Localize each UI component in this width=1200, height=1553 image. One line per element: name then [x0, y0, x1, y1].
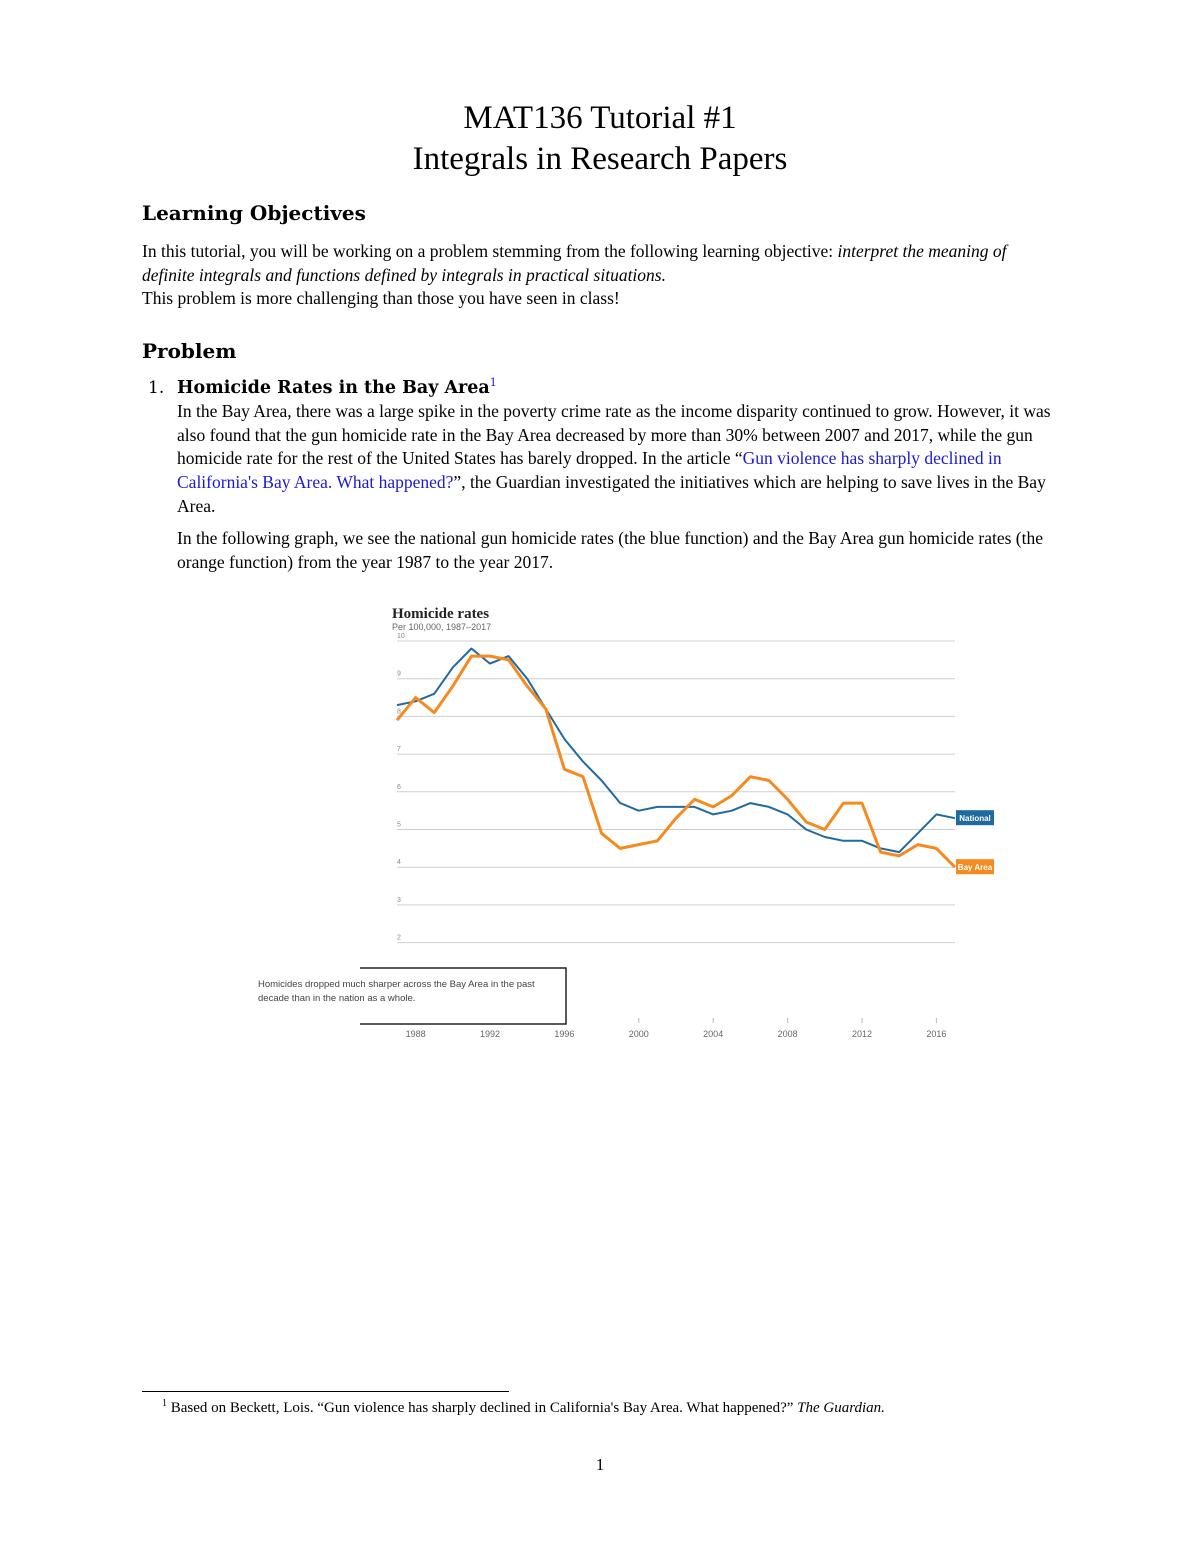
- x-tick-1988: 1988: [405, 1029, 426, 1039]
- objectives-text-2: This problem is more challenging than those you have seen in class!: [142, 288, 620, 308]
- item-title-text: Homicide Rates in the Bay Area: [177, 377, 490, 398]
- chart-title: Homicide rates: [392, 606, 490, 622]
- y-tick-2: 2: [397, 934, 401, 942]
- y-tick-6: 6: [397, 783, 401, 791]
- footnote-link[interactable]: 1: [489, 376, 497, 389]
- footnote-text: Based on Beckett, Lois. “Gun violence has sharply declined in California's Bay Area. What happened?”: [170, 1400, 798, 1416]
- objectives-text: [142, 240, 1062, 311]
- x-tick-2012: 2012: [851, 1029, 873, 1039]
- x-tick-2008: 2008: [777, 1029, 798, 1039]
- series-labels: [956, 810, 994, 874]
- footnote-rule: [142, 1391, 509, 1392]
- chart-grid: [397, 641, 955, 943]
- x-tick-1996: 1996: [554, 1029, 575, 1039]
- y-tick-7: 7: [397, 746, 401, 754]
- article-link[interactable]: Gun violence has sharply declined in California's Bay Area. What happened?: [177, 448, 1002, 493]
- footnote: [162, 1398, 885, 1417]
- annotation-text: Homicides dropped much sharper across the Bay Area in the past decade than in the nation as a whole.: [258, 979, 535, 1004]
- y-tick-5: 5: [397, 821, 401, 829]
- y-tick-3: 3: [397, 896, 401, 904]
- para1-a: In the Bay Area, there was a large spike in the poverty crime rate as the income disparity continued to grow. However, it was also found that the gun homicide rate in the Bay Area decreased by more than 30% between 2007 and 2017, while the gun homicide rate for the rest of the United States has barely dropped. In the article “: [177, 401, 1051, 469]
- chart-subtitle: Per 100,000, 1987–2017: [392, 622, 492, 632]
- y-tick-9: 9: [397, 670, 401, 678]
- y-tick-8: 8: [397, 708, 401, 716]
- series-line-bay-area: [397, 656, 955, 867]
- x-tick-2004: 2004: [703, 1029, 724, 1039]
- series-label-national: National: [959, 814, 991, 824]
- series-label-bay-area: Bay Area: [957, 863, 993, 873]
- page-number: 1: [595, 1455, 605, 1474]
- para1-b: ”, the Guardian investigated the initiatives which are helping to save lives in the Bay Area.: [177, 472, 1046, 516]
- item-title: [177, 376, 497, 398]
- y-tick-4: 4: [397, 859, 401, 867]
- footnote-mark: 1: [162, 1398, 167, 1409]
- chart-lines: [397, 649, 955, 868]
- objectives-text-1: In this tutorial, you will be working on a problem stemming from the following learning objective:: [142, 241, 838, 261]
- title-line-2: Integrals in Research Papers: [412, 141, 788, 177]
- x-tick-2000: 2000: [628, 1029, 649, 1039]
- x-tick-1992: 1992: [479, 1029, 501, 1039]
- problem-paragraph-2: In the following graph, we see the national gun homicide rates (the blue function) and the Bay Area gun homicide rates (the orange function) from the year 1987 to the year 2017.: [177, 528, 1043, 572]
- objectives-italic: interpret the meaning of definite integrals and functions defined by integrals in practical situations.: [142, 241, 1007, 285]
- item-number: 1.: [148, 378, 165, 398]
- problem-paragraph-1: [177, 400, 1062, 519]
- x-tick-2016: 2016: [926, 1029, 947, 1039]
- problem-heading: Problem: [142, 339, 237, 363]
- footnote-source: The Guardian.: [797, 1400, 885, 1416]
- title-line-1: MAT136 Tutorial #1: [463, 100, 737, 136]
- objectives-heading: Learning Objectives: [142, 201, 366, 225]
- y-axis-ticks: [397, 633, 405, 942]
- y-tick-10: 10: [397, 633, 405, 640]
